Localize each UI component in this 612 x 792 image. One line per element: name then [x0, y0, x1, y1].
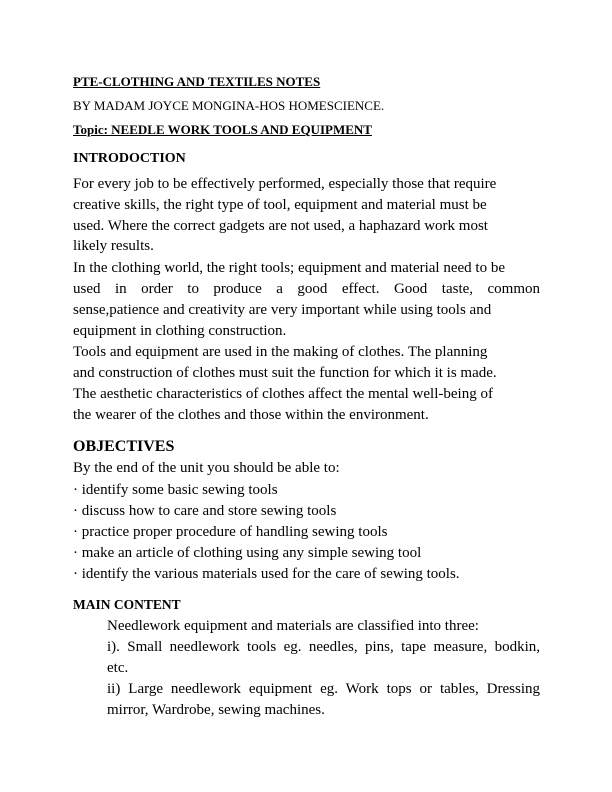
- main-content-heading: MAIN CONTENT: [73, 597, 181, 612]
- objective-item: · identify the various materials used for the care of sewing tools.: [73, 566, 460, 582]
- paragraph-line: Tools and equipment are used in the making of clothes. The planning: [73, 344, 488, 360]
- main-content-line: Needlework equipment and materials are classified into three:: [107, 618, 479, 634]
- objective-item: · discuss how to care and store sewing tools: [73, 503, 337, 519]
- objective-item: · practice proper procedure of handling sewing tools: [73, 524, 388, 540]
- paragraph-line: The aesthetic characteristics of clothes affect the mental well-being of: [73, 386, 493, 402]
- paragraph-line: the wearer of the clothes and those within the environment.: [73, 407, 429, 423]
- paragraph-line: creative skills, the right type of tool, equipment and material must be: [73, 197, 487, 213]
- paragraph-line: used. Where the correct gadgets are not used, a haphazard work most: [73, 218, 488, 234]
- author-line: BY MADAM JOYCE MONGINA-HOS HOMESCIENCE.: [73, 98, 385, 113]
- paragraph-line: used in order to produce a good effect. Good taste, common: [73, 281, 540, 297]
- paragraph-line: In the clothing world, the right tools; equipment and material need to be: [73, 260, 505, 276]
- paragraph-line: equipment in clothing construction.: [73, 323, 287, 339]
- objective-item: · make an article of clothing using any simple sewing tool: [73, 545, 422, 561]
- main-content-line: i). Small needlework tools eg. needles, pins, tape measure, bodkin,: [107, 639, 540, 655]
- document-title: PTE-CLOTHING AND TEXTILES NOTES: [73, 74, 321, 89]
- main-content-line: etc.: [107, 660, 129, 676]
- objective-item: · identify some basic sewing tools: [73, 482, 278, 498]
- paragraph-line: sense,patience and creativity are very important while using tools and: [73, 302, 492, 318]
- main-content-line: ii) Large needlework equipment eg. Work tops or tables, Dressing: [107, 681, 540, 697]
- paragraph-line: For every job to be effectively performed, especially those that require: [73, 176, 497, 192]
- objectives-heading: OBJECTIVES: [73, 438, 175, 455]
- main-content-line: mirror, Wardrobe, sewing machines.: [107, 702, 325, 718]
- introduction-heading: INTRODOCTION: [73, 151, 186, 166]
- paragraph-line: likely results.: [73, 238, 154, 254]
- paragraph-line: and construction of clothes must suit the function for which it is made.: [73, 365, 497, 381]
- topic-heading: Topic: NEEDLE WORK TOOLS AND EQUIPMENT: [73, 122, 372, 137]
- objectives-intro: By the end of the unit you should be able to:: [73, 460, 340, 476]
